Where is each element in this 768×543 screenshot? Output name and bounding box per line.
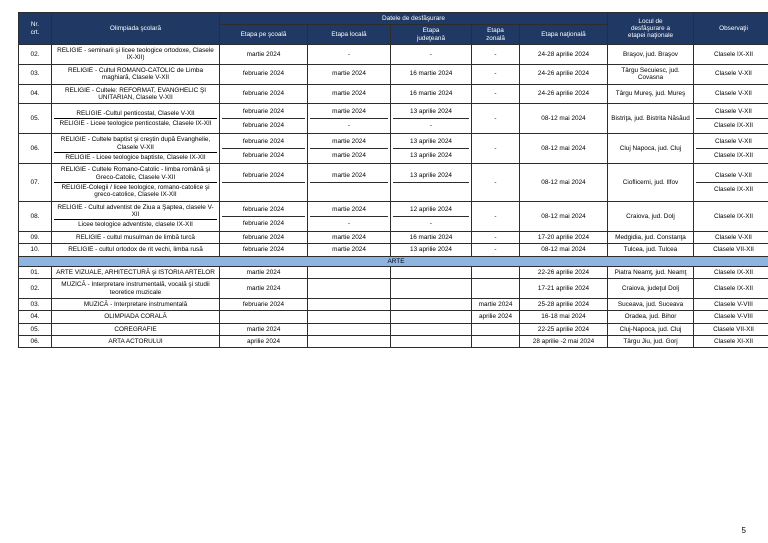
olimpiada-sub-entry: RELIGIE-Colegii / licee teologice, romano-catolice şi greco-catolice, Clasele IX-XII bbox=[54, 182, 217, 200]
cell-etapa-nationala: 24-26 aprilie 2024 bbox=[520, 84, 608, 104]
cell-loc-desfasurare: Medgidia, jud. Constanţa bbox=[608, 231, 694, 243]
cell-etapa-pe-scoala-part: februarie 2024 bbox=[242, 205, 285, 213]
cell-etapa-locala bbox=[308, 164, 391, 201]
cell-olimpiada bbox=[52, 336, 220, 348]
header-etapa-zonala-line2: zonală bbox=[486, 34, 505, 42]
cell-etapa-nationala: 28 aprilie -2 mai 2024 bbox=[520, 336, 608, 348]
cell-etapa-nationala: 08-12 mai 2024 bbox=[520, 244, 608, 256]
olympiad-schedule-table bbox=[18, 12, 768, 348]
table-row bbox=[19, 244, 768, 256]
cell-etapa-zonala: - bbox=[472, 45, 520, 65]
cell-etapa-pe-scoala: februarie 2024 bbox=[220, 298, 308, 310]
olimpiada-sub-entry: MUZICĂ - Interpretare instrumentală, vocală şi studii teoretice muzicale bbox=[61, 281, 210, 296]
cell-observatii bbox=[694, 134, 768, 164]
cell-nr-crt: 02. bbox=[19, 45, 52, 65]
olimpiada-sub-entry: MUZICĂ - Interpretare instrumentală bbox=[83, 300, 188, 308]
table-row bbox=[19, 311, 768, 323]
cell-observatii: Clasele V-XII bbox=[694, 64, 768, 84]
header-loc-line3: etapei naţionale bbox=[627, 32, 674, 40]
cell-etapa-nationala: 22-26 aprilie 2024 bbox=[520, 266, 608, 278]
cell-etapa-locala: martie 2024 bbox=[308, 64, 391, 84]
cell-etapa-judeteana: - bbox=[391, 45, 472, 65]
cell-loc-desfasurare: Cluj-Napoca, jud. Cluj bbox=[608, 323, 694, 335]
cell-observatii bbox=[694, 104, 768, 134]
cell-loc-desfasurare: Târgu Mureş, jud. Mureş bbox=[608, 84, 694, 104]
olimpiada-sub-entry: ARTE VIZUALE, ARHITECTURĂ şi ISTORIA ARTELOR bbox=[56, 268, 215, 276]
cell-olimpiada bbox=[52, 244, 220, 256]
table-row bbox=[19, 279, 768, 299]
header-datele-desfasurare: Datele de desfăşurare bbox=[220, 13, 608, 25]
table-row bbox=[19, 201, 768, 231]
cell-nr-crt: 05. bbox=[19, 104, 52, 134]
cell-nr-crt: 10. bbox=[19, 244, 52, 256]
cell-observatii: Clasele V-VIII bbox=[694, 311, 768, 323]
cell-etapa-locala: martie 2024 bbox=[308, 231, 391, 243]
cell-loc-desfasurare: Craiova, jud. Dolj bbox=[608, 201, 694, 231]
cell-loc-desfasurare: Târgu Secuiesc, jud. Covasna bbox=[608, 64, 694, 84]
header-nr-line2: crt. bbox=[30, 28, 40, 36]
olimpiada-sub-entry: COREGRAFIE bbox=[114, 325, 157, 333]
cell-etapa-pe-scoala bbox=[220, 201, 308, 231]
header-observatii: Observaţii bbox=[694, 13, 768, 45]
olimpiada-sub-entry: RELIGIE - seminarii şi licee teologice ortodoxe, Clasele IX-XII) bbox=[57, 47, 214, 62]
header-etapa-judeteana bbox=[391, 25, 472, 45]
header-etapa-pe-scoala: Etapa pe şcoală bbox=[220, 25, 308, 45]
cell-etapa-judeteana-part: 13 aprilie 2024 bbox=[410, 108, 452, 116]
cell-etapa-zonala: - bbox=[472, 104, 520, 134]
cell-etapa-pe-scoala-part: februarie 2024 bbox=[242, 108, 285, 116]
cell-etapa-pe-scoala: martie 2024 bbox=[220, 279, 308, 299]
cell-etapa-zonala: - bbox=[472, 164, 520, 201]
cell-etapa-pe-scoala: februarie 2024 bbox=[220, 231, 308, 243]
header-olimpiada: Olimpiada şcolară bbox=[52, 13, 220, 45]
cell-etapa-judeteana bbox=[391, 298, 472, 310]
cell-observatii-part: Clasele IX-XII bbox=[696, 118, 768, 132]
cell-etapa-locala-part: martie 2024 bbox=[310, 148, 388, 162]
cell-etapa-judeteana bbox=[391, 311, 472, 323]
cell-observatii: Clasele IX-XII bbox=[694, 45, 768, 65]
header-loc-line1: Locul de bbox=[638, 17, 663, 25]
header-etapa-judeteana-line2: judeţeană bbox=[416, 34, 446, 42]
cell-etapa-zonala bbox=[472, 336, 520, 348]
cell-etapa-locala-part: martie 2024 bbox=[332, 171, 366, 179]
cell-etapa-locala: martie 2024 bbox=[308, 244, 391, 256]
table-row bbox=[19, 323, 768, 335]
cell-nr-crt: 07. bbox=[19, 164, 52, 201]
olimpiada-sub-entry: RELIGIE - Cultele: REFORMAT, EVANGHELIC ŞI UNITARIAN, Clasele V-XII bbox=[64, 86, 207, 101]
cell-olimpiada bbox=[52, 323, 220, 335]
cell-etapa-judeteana-part: 13 aprilie 2024 bbox=[410, 171, 452, 179]
cell-etapa-nationala: 25-28 aprilie 2024 bbox=[520, 298, 608, 310]
olimpiada-sub-entry: RELIGIE - cultul ortodox de rit vechi, limba rusă bbox=[68, 246, 203, 254]
cell-loc-desfasurare: Bistriţa, jud. Bistrita Năsăud bbox=[608, 104, 694, 134]
cell-olimpiada bbox=[52, 298, 220, 310]
cell-etapa-nationala: 08-12 mai 2024 bbox=[520, 104, 608, 134]
cell-loc-desfasurare: Cioflicerni, jud. Ilfov bbox=[608, 164, 694, 201]
cell-etapa-locala bbox=[308, 298, 391, 310]
cell-etapa-zonala: - bbox=[472, 64, 520, 84]
cell-etapa-judeteana: 16 martie 2024 bbox=[391, 64, 472, 84]
cell-etapa-zonala: - bbox=[472, 134, 520, 164]
cell-loc-desfasurare: Suceava, jud. Suceava bbox=[608, 298, 694, 310]
table-row bbox=[19, 336, 768, 348]
cell-etapa-judeteana-part: 13 aprilie 2024 bbox=[410, 138, 452, 146]
olimpiada-sub-entry: Licee teologice adventiste, clasele IX-XII bbox=[54, 219, 217, 229]
cell-nr-crt: 02. bbox=[19, 279, 52, 299]
cell-etapa-judeteana-part: 13 aprilie 2024 bbox=[393, 148, 469, 162]
cell-etapa-locala bbox=[308, 323, 391, 335]
table-row bbox=[19, 164, 768, 201]
cell-etapa-zonala: - bbox=[472, 201, 520, 231]
cell-etapa-pe-scoala-part: februarie 2024 bbox=[242, 138, 285, 146]
cell-olimpiada bbox=[52, 266, 220, 278]
table-row bbox=[19, 266, 768, 278]
cell-etapa-pe-scoala-part: februarie 2024 bbox=[222, 148, 305, 162]
cell-etapa-zonala: - bbox=[472, 231, 520, 243]
cell-etapa-pe-scoala bbox=[220, 134, 308, 164]
cell-etapa-nationala: 08-12 mai 2024 bbox=[520, 164, 608, 201]
cell-observatii: Clasele VII-XII bbox=[694, 244, 768, 256]
cell-loc-desfasurare: Târgu Jiu, jud. Gorj bbox=[608, 336, 694, 348]
cell-etapa-locala-part: martie 2024 bbox=[332, 138, 366, 146]
cell-etapa-nationala: 17-21 aprilie 2024 bbox=[520, 279, 608, 299]
cell-etapa-locala bbox=[308, 104, 391, 134]
olimpiada-sub-entry: RELIGIE - Cultul ROMANO-CATOLIC de Limba maghiară, Clasele V-XII bbox=[67, 66, 204, 82]
cell-olimpiada bbox=[52, 231, 220, 243]
cell-etapa-pe-scoala bbox=[220, 164, 308, 201]
cell-etapa-pe-scoala: martie 2024 bbox=[220, 266, 308, 278]
cell-etapa-judeteana bbox=[391, 134, 472, 164]
cell-olimpiada bbox=[52, 311, 220, 323]
cell-etapa-judeteana-part: 12 aprilie 2024 bbox=[410, 205, 452, 213]
cell-etapa-locala-part: martie 2024 bbox=[332, 108, 366, 116]
cell-etapa-pe-scoala-part: februarie 2024 bbox=[222, 216, 305, 230]
cell-loc-desfasurare: Oradea, jud. Bihor bbox=[608, 311, 694, 323]
header-loc-desfasurare bbox=[608, 13, 694, 45]
cell-etapa-judeteana-part: - bbox=[393, 118, 469, 132]
header-etapa-nationala: Etapa naţională bbox=[520, 25, 608, 45]
cell-etapa-nationala: 17-20 aprilie 2024 bbox=[520, 231, 608, 243]
header-loc-line2: desfăşurare a bbox=[630, 24, 671, 32]
section-banner-row bbox=[19, 256, 768, 266]
cell-loc-desfasurare: Braşov, jud. Braşov bbox=[608, 45, 694, 65]
cell-olimpiada bbox=[52, 201, 220, 231]
cell-nr-crt: 01. bbox=[19, 266, 52, 278]
table-header bbox=[19, 13, 768, 45]
cell-olimpiada bbox=[52, 134, 220, 164]
cell-etapa-judeteana bbox=[391, 336, 472, 348]
table-row bbox=[19, 45, 768, 65]
cell-etapa-locala-part: - bbox=[310, 118, 388, 132]
header-nr-line1: Nr. bbox=[30, 21, 40, 29]
header-etapa-judeteana-line1: Etapa bbox=[422, 27, 440, 35]
cell-etapa-pe-scoala-part bbox=[222, 182, 305, 196]
olimpiada-sub-entry: RELIGIE - Cultele baptist şi creştin după Evanghelie, Clasele V-XII bbox=[60, 136, 211, 151]
cell-etapa-pe-scoala: martie 2024 bbox=[220, 323, 308, 335]
cell-observatii: Clasele VII-XII bbox=[694, 323, 768, 335]
cell-observatii: Clasele V-XII bbox=[694, 231, 768, 243]
cell-olimpiada bbox=[52, 104, 220, 134]
cell-loc-desfasurare: Tulcea, jud. Tulcea bbox=[608, 244, 694, 256]
cell-etapa-judeteana-part bbox=[393, 182, 469, 196]
table-row bbox=[19, 84, 768, 104]
cell-observatii: Clasele V-VIII bbox=[694, 298, 768, 310]
cell-olimpiada bbox=[52, 84, 220, 104]
cell-etapa-locala: martie 2024 bbox=[308, 84, 391, 104]
cell-etapa-pe-scoala: aprilie 2024 bbox=[220, 336, 308, 348]
cell-nr-crt: 04. bbox=[19, 311, 52, 323]
cell-olimpiada bbox=[52, 279, 220, 299]
cell-etapa-pe-scoala bbox=[220, 104, 308, 134]
olimpiada-sub-entry: ARTA ACTORULUI bbox=[108, 338, 163, 346]
cell-nr-crt: 04. bbox=[19, 84, 52, 104]
cell-etapa-judeteana-part: - bbox=[393, 216, 469, 230]
cell-etapa-judeteana bbox=[391, 164, 472, 201]
cell-etapa-nationala: 24-26 aprilie 2024 bbox=[520, 64, 608, 84]
cell-observatii-part: Clasele V-XII bbox=[715, 171, 752, 179]
cell-etapa-locala-part: - bbox=[310, 216, 388, 230]
cell-etapa-judeteana bbox=[391, 201, 472, 231]
cell-etapa-judeteana bbox=[391, 323, 472, 335]
header-nr-crt bbox=[19, 13, 52, 45]
cell-nr-crt: 03. bbox=[19, 64, 52, 84]
olimpiada-sub-entry: RELIGIE - Cultele Romano-Catolic - limba română şi Greco-Catolic, Clasele V-XII bbox=[60, 166, 211, 181]
cell-nr-crt: 03. bbox=[19, 298, 52, 310]
cell-etapa-locala bbox=[308, 201, 391, 231]
cell-nr-crt: 06. bbox=[19, 336, 52, 348]
cell-olimpiada bbox=[52, 164, 220, 201]
cell-etapa-zonala: - bbox=[472, 244, 520, 256]
cell-etapa-pe-scoala-part: februarie 2024 bbox=[222, 118, 305, 132]
cell-etapa-nationala: 08-12 mai 2024 bbox=[520, 201, 608, 231]
cell-observatii-part: Clasele V-XII bbox=[715, 138, 752, 146]
cell-etapa-pe-scoala-part: februarie 2024 bbox=[242, 171, 285, 179]
cell-etapa-zonala bbox=[472, 266, 520, 278]
cell-observatii: Clasele XI-XII bbox=[694, 336, 768, 348]
header-etapa-locala: Etapa locală bbox=[308, 25, 391, 45]
cell-etapa-zonala: aprilie 2024 bbox=[472, 311, 520, 323]
cell-etapa-locala-part: martie 2024 bbox=[332, 205, 366, 213]
header-etapa-zonala-line1: Etapa bbox=[487, 27, 504, 35]
header-etapa-zonala bbox=[472, 25, 520, 45]
cell-observatii: Clasele IX-XII bbox=[694, 279, 768, 299]
cell-etapa-nationala: 08-12 mai 2024 bbox=[520, 134, 608, 164]
cell-etapa-zonala bbox=[472, 323, 520, 335]
cell-olimpiada bbox=[52, 45, 220, 65]
cell-observatii-part: Clasele IX-XII bbox=[696, 148, 768, 162]
header-group-row bbox=[19, 13, 768, 25]
cell-olimpiada bbox=[52, 64, 220, 84]
cell-etapa-pe-scoala: februarie 2024 bbox=[220, 84, 308, 104]
olimpiada-sub-entry: RELIGIE -Cultul penticostal, Clasele V-XII bbox=[76, 109, 195, 117]
cell-etapa-pe-scoala: februarie 2024 bbox=[220, 244, 308, 256]
cell-etapa-pe-scoala bbox=[220, 311, 308, 323]
table-row bbox=[19, 134, 768, 164]
cell-etapa-locala bbox=[308, 336, 391, 348]
cell-etapa-zonala: - bbox=[472, 84, 520, 104]
cell-observatii-part: Clasele IX-XII bbox=[696, 182, 768, 196]
cell-etapa-nationala: 24-28 aprilie 2024 bbox=[520, 45, 608, 65]
table-body bbox=[19, 45, 768, 348]
cell-observatii: Clasele IX-XII bbox=[694, 201, 768, 231]
cell-etapa-nationala: 16-18 mai 2024 bbox=[520, 311, 608, 323]
cell-etapa-zonala: martie 2024 bbox=[472, 298, 520, 310]
section-banner-arte: ARTE bbox=[19, 256, 768, 266]
cell-nr-crt: 05. bbox=[19, 323, 52, 335]
cell-observatii: Clasele V-XII bbox=[694, 84, 768, 104]
cell-nr-crt: 08. bbox=[19, 201, 52, 231]
cell-etapa-nationala: 22-25 aprilie 2024 bbox=[520, 323, 608, 335]
cell-etapa-zonala bbox=[472, 279, 520, 299]
cell-nr-crt: 06. bbox=[19, 134, 52, 164]
cell-observatii: Clasele IX-XII bbox=[694, 266, 768, 278]
olimpiada-sub-entry: RELIGIE - cultul musulman de limbă turcă bbox=[76, 233, 195, 241]
cell-etapa-locala bbox=[308, 311, 391, 323]
cell-etapa-judeteana bbox=[391, 266, 472, 278]
table-row bbox=[19, 64, 768, 84]
cell-etapa-judeteana: 13 aprilie 2024 bbox=[391, 244, 472, 256]
table-row bbox=[19, 231, 768, 243]
cell-etapa-judeteana: 16 martie 2024 bbox=[391, 84, 472, 104]
cell-etapa-judeteana bbox=[391, 279, 472, 299]
cell-loc-desfasurare: Piatra Neamţ, jud. Neamţ bbox=[608, 266, 694, 278]
cell-etapa-locala bbox=[308, 266, 391, 278]
page-number: 5 bbox=[741, 526, 746, 535]
cell-etapa-pe-scoala: martie 2024 bbox=[220, 45, 308, 65]
cell-loc-desfasurare: Cluj Napoca, jud. Cluj bbox=[608, 134, 694, 164]
olimpiada-sub-entry: RELIGIE - Licee teologice baptiste, Clasele IX-XII bbox=[54, 152, 217, 162]
cell-etapa-judeteana bbox=[391, 104, 472, 134]
olimpiada-sub-entry: RELIGIE - Licee teologice penticostale, Clasele IX-XII bbox=[54, 118, 217, 128]
table-row bbox=[19, 298, 768, 310]
cell-loc-desfasurare: Craiova, judeţul Dolj bbox=[608, 279, 694, 299]
cell-observatii-part: Clasele V-XII bbox=[715, 108, 752, 116]
cell-etapa-locala-part bbox=[310, 182, 388, 196]
olimpiada-sub-entry: RELIGIE - Cultul adventist de Ziua a Şaptea, clasele V-XII bbox=[57, 203, 214, 219]
table-row bbox=[19, 104, 768, 134]
olimpiada-sub-entry: OLIMPIADA CORALĂ bbox=[104, 313, 167, 321]
cell-observatii bbox=[694, 164, 768, 201]
cell-etapa-locala: - bbox=[308, 45, 391, 65]
cell-etapa-pe-scoala: februarie 2024 bbox=[220, 64, 308, 84]
cell-etapa-locala bbox=[308, 134, 391, 164]
cell-nr-crt: 09. bbox=[19, 231, 52, 243]
cell-etapa-locala bbox=[308, 279, 391, 299]
cell-etapa-judeteana: 16 martie 2024 bbox=[391, 231, 472, 243]
